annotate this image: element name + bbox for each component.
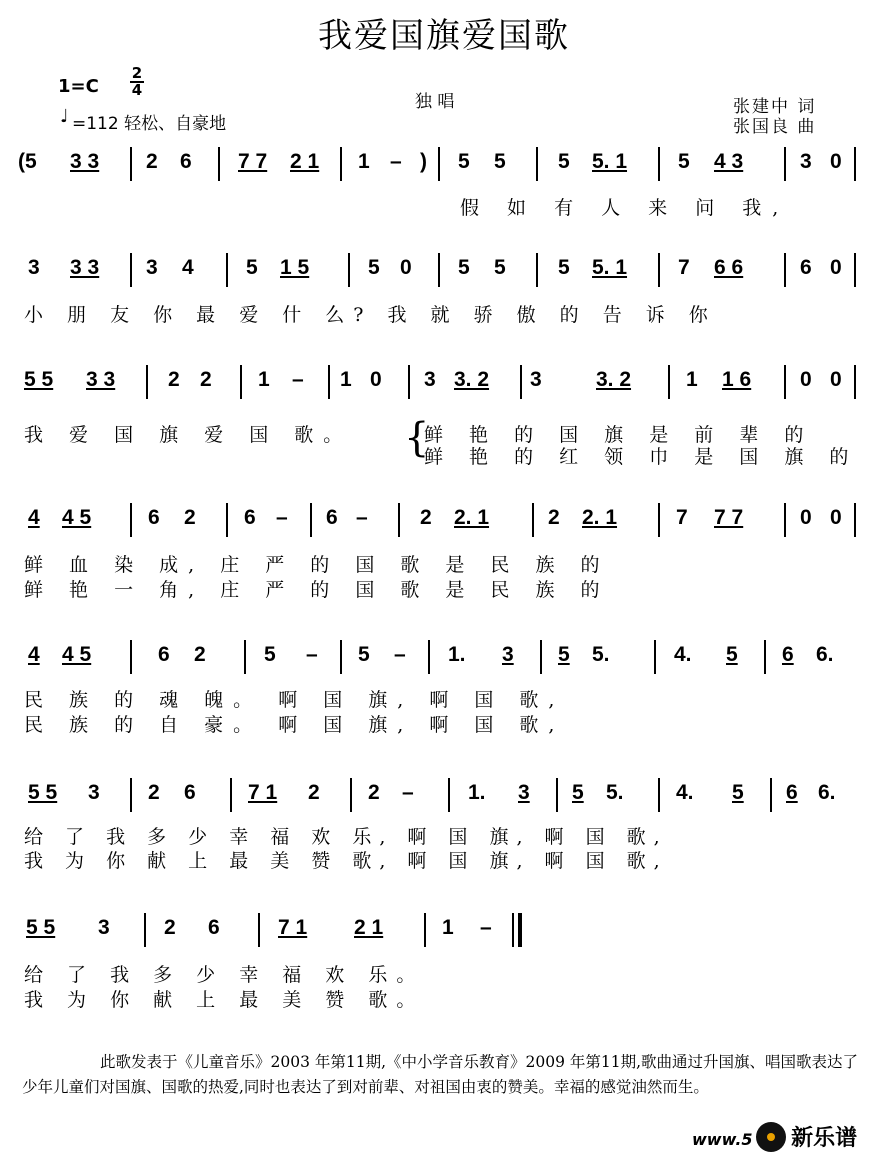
- note: 6: [782, 643, 794, 666]
- note: 6: [180, 150, 192, 173]
- final-bar-line: [512, 913, 514, 947]
- bar-line: [438, 147, 440, 181]
- bar-line: [424, 913, 426, 947]
- bar-line: [658, 253, 660, 287]
- note: 3: [146, 256, 158, 279]
- note: 3 3: [86, 368, 116, 391]
- note: ): [420, 150, 427, 173]
- bar-line: [130, 503, 132, 537]
- note: 5: [558, 256, 570, 279]
- note: –: [390, 150, 402, 173]
- note: 4 5: [62, 506, 92, 529]
- music-system-2: [18, 253, 858, 293]
- note: 5: [558, 643, 570, 666]
- bar-line: [854, 365, 856, 399]
- note: 0: [370, 368, 382, 391]
- note: 0: [830, 506, 842, 529]
- lyrics-line: 小 朋 友 你 最 爱 什 么? 我 就 骄 傲 的 告 诉 你: [24, 304, 717, 326]
- note: 3. 2: [596, 368, 632, 391]
- bar-line: [226, 503, 228, 537]
- note: 5: [572, 781, 584, 804]
- note: 5: [678, 150, 690, 173]
- lyrics-line: 我 爱 国 旗 爱 国 歌。: [24, 424, 353, 446]
- note: 6: [158, 643, 170, 666]
- note: 5: [264, 643, 276, 666]
- note: 0: [830, 256, 842, 279]
- note: 7: [676, 506, 688, 529]
- note: 2: [146, 150, 158, 173]
- lyrics-line: 给 了 我 多 少 幸 福 欢 乐。: [24, 964, 425, 986]
- bar-line: [218, 147, 220, 181]
- lyrics-line: 我 为 你 献 上 最 美 赞 歌, 啊 国 旗, 啊 国 歌,: [24, 850, 668, 872]
- site-logo: [756, 1121, 857, 1152]
- note: –: [356, 506, 368, 529]
- lyrics-line: 假 如 有 人 来 问 我,: [460, 197, 790, 219]
- bar-line: [408, 365, 410, 399]
- bar-line: [130, 147, 132, 181]
- note: 5. 1: [592, 256, 628, 279]
- bar-line: [144, 913, 146, 947]
- music-system-7: [18, 913, 858, 953]
- bar-line: [536, 147, 538, 181]
- note: –: [402, 781, 414, 804]
- note: 7 7: [238, 150, 268, 173]
- watermark-url: www.5: [692, 1130, 753, 1149]
- bar-line: [854, 147, 856, 181]
- bar-line: [428, 640, 430, 674]
- note: 6: [786, 781, 798, 804]
- note: 2 1: [354, 916, 384, 939]
- note: –: [292, 368, 304, 391]
- logo-text: 新乐谱: [791, 1126, 858, 1151]
- note: 6 6: [714, 256, 744, 279]
- note: 3: [98, 916, 110, 939]
- bar-line: [146, 365, 148, 399]
- lyrics-line: 我 为 你 献 上 最 美 赞 歌。: [24, 989, 425, 1011]
- note: 2: [420, 506, 432, 529]
- note: 4: [28, 643, 40, 666]
- note: 4.: [676, 781, 694, 804]
- bar-line: [328, 365, 330, 399]
- note: 5: [458, 256, 470, 279]
- lyrics-line: 鲜 艳 的 红 领 巾 是 国 旗 的: [424, 446, 859, 468]
- bar-line: [658, 503, 660, 537]
- bar-line: [448, 778, 450, 812]
- bar-line: [854, 503, 856, 537]
- note: 2: [184, 506, 196, 529]
- time-signature: [130, 66, 144, 98]
- lyrics-line: 鲜 艳 的 国 旗 是 前 辈 的: [424, 424, 814, 446]
- note: 5.: [592, 643, 610, 666]
- note: 2: [168, 368, 180, 391]
- note: 0: [830, 150, 842, 173]
- note: 7: [678, 256, 690, 279]
- note: 0: [800, 368, 812, 391]
- bar-line: [244, 640, 246, 674]
- composer-credit: 张国良 曲: [733, 117, 817, 137]
- bar-line: [784, 365, 786, 399]
- note: 6: [148, 506, 160, 529]
- lyrics-line: 民 族 的 魂 魄。 啊 国 旗, 啊 国 歌,: [24, 689, 565, 711]
- note: 3. 2: [454, 368, 490, 391]
- note: 3 3: [70, 256, 100, 279]
- note: 2. 1: [454, 506, 490, 529]
- note: 5. 1: [592, 150, 628, 173]
- bar-line: [130, 778, 132, 812]
- lyrics-line: 鲜 艳 一 角, 庄 严 的 国 歌 是 民 族 的: [24, 579, 610, 601]
- note: 5: [246, 256, 258, 279]
- note: 3: [424, 368, 436, 391]
- music-system-1: [18, 147, 858, 187]
- note: 7 1: [278, 916, 308, 939]
- final-bar-line-thick: [518, 913, 522, 947]
- time-sig-bottom: 4: [131, 81, 143, 99]
- bar-line: [764, 640, 766, 674]
- song-title: 我爱国旗爱国歌: [318, 16, 570, 56]
- note: 2: [200, 368, 212, 391]
- note: 2: [308, 781, 320, 804]
- bar-line: [770, 778, 772, 812]
- note: 3: [28, 256, 40, 279]
- note: 2. 1: [582, 506, 618, 529]
- bar-line: [240, 365, 242, 399]
- bar-line: [226, 253, 228, 287]
- bar-line: [658, 778, 660, 812]
- note: 3: [518, 781, 530, 804]
- note: 5 5: [28, 781, 58, 804]
- song-description: 此歌发表于《儿童音乐》2003 年第11期,《中小学音乐教育》2009 年第11期,歌曲通过升国旗、唱国歌表达了少年儿童们对国旗、国歌的热爱,同时也表达了到对前辈、对祖国由衷的赞美。幸福的感觉油然而生。: [22, 1053, 859, 1096]
- note: 5: [458, 150, 470, 173]
- note: 6.: [818, 781, 836, 804]
- bar-line: [258, 913, 260, 947]
- music-system-3: [18, 365, 858, 405]
- note: 5: [726, 643, 738, 666]
- brace-icon: {: [404, 415, 430, 461]
- lyrics-line: 民 族 的 自 豪。 啊 国 旗, 啊 国 歌,: [24, 714, 565, 736]
- note: 6: [184, 781, 196, 804]
- music-system-4: [18, 503, 858, 543]
- bar-line: [784, 503, 786, 537]
- note: 5: [558, 150, 570, 173]
- note: 4.: [674, 643, 692, 666]
- note: 5: [358, 643, 370, 666]
- note: 3: [88, 781, 100, 804]
- bar-line: [230, 778, 232, 812]
- key-signature: 1=C: [58, 76, 99, 97]
- lyricist-credit: 张建中 词: [733, 97, 817, 117]
- bar-line: [532, 503, 534, 537]
- note: 5.: [606, 781, 624, 804]
- note: 3 3: [70, 150, 100, 173]
- note: 2: [368, 781, 380, 804]
- note: 4: [28, 506, 40, 529]
- bar-line: [438, 253, 440, 287]
- bar-line: [556, 778, 558, 812]
- note: 1 5: [280, 256, 310, 279]
- note: 3: [502, 643, 514, 666]
- bar-line: [130, 640, 132, 674]
- note: 6.: [816, 643, 834, 666]
- note: 4 5: [62, 643, 92, 666]
- note: 6: [244, 506, 256, 529]
- note: 5 5: [26, 916, 56, 939]
- note: 1.: [448, 643, 466, 666]
- note: 1: [258, 368, 270, 391]
- bar-line: [668, 365, 670, 399]
- note: (5: [18, 150, 37, 173]
- music-system-6: [18, 778, 858, 818]
- note: 2: [164, 916, 176, 939]
- note: 2: [194, 643, 206, 666]
- bar-line: [350, 778, 352, 812]
- note: 1 6: [722, 368, 752, 391]
- bar-line: [348, 253, 350, 287]
- bar-line: [520, 365, 522, 399]
- note: 0: [830, 368, 842, 391]
- note: 6: [208, 916, 220, 939]
- note: 7 7: [714, 506, 744, 529]
- note: –: [480, 916, 492, 939]
- note: 1: [340, 368, 352, 391]
- bar-line: [340, 147, 342, 181]
- note: 4 3: [714, 150, 744, 173]
- note: 5 5: [24, 368, 54, 391]
- note: 5: [368, 256, 380, 279]
- note: –: [394, 643, 406, 666]
- bar-line: [310, 503, 312, 537]
- quarter-note-icon: ♩: [60, 106, 69, 127]
- note: 1: [358, 150, 370, 173]
- note: 6: [800, 256, 812, 279]
- note: 3: [800, 150, 812, 173]
- note: 5: [732, 781, 744, 804]
- music-system-5: [18, 640, 858, 680]
- performance-type: 独 唱: [415, 92, 455, 112]
- bar-line: [654, 640, 656, 674]
- note: 5: [494, 256, 506, 279]
- note: 0: [800, 506, 812, 529]
- note: –: [276, 506, 288, 529]
- note: 2: [148, 781, 160, 804]
- tempo-marking: =112 轻松、自豪地: [72, 114, 227, 134]
- note: –: [306, 643, 318, 666]
- note: 1: [686, 368, 698, 391]
- note: 2 1: [290, 150, 320, 173]
- bar-line: [340, 640, 342, 674]
- note: 6: [326, 506, 338, 529]
- bar-line: [540, 640, 542, 674]
- bar-line: [784, 253, 786, 287]
- note: 1: [442, 916, 454, 939]
- note: 0: [400, 256, 412, 279]
- note: 4: [182, 256, 194, 279]
- note: 7 1: [248, 781, 278, 804]
- bar-line: [854, 253, 856, 287]
- disc-icon: [756, 1122, 786, 1152]
- note: 5: [494, 150, 506, 173]
- lyrics-line: 鲜 血 染 成, 庄 严 的 国 歌 是 民 族 的: [24, 554, 610, 576]
- note: 3: [530, 368, 542, 391]
- bar-line: [398, 503, 400, 537]
- note: 2: [548, 506, 560, 529]
- note: 1.: [468, 781, 486, 804]
- bar-line: [536, 253, 538, 287]
- lyrics-line: 给 了 我 多 少 幸 福 欢 乐, 啊 国 旗, 啊 国 歌,: [24, 826, 668, 848]
- time-sig-top: 2: [131, 64, 143, 82]
- bar-line: [784, 147, 786, 181]
- bar-line: [130, 253, 132, 287]
- bar-line: [658, 147, 660, 181]
